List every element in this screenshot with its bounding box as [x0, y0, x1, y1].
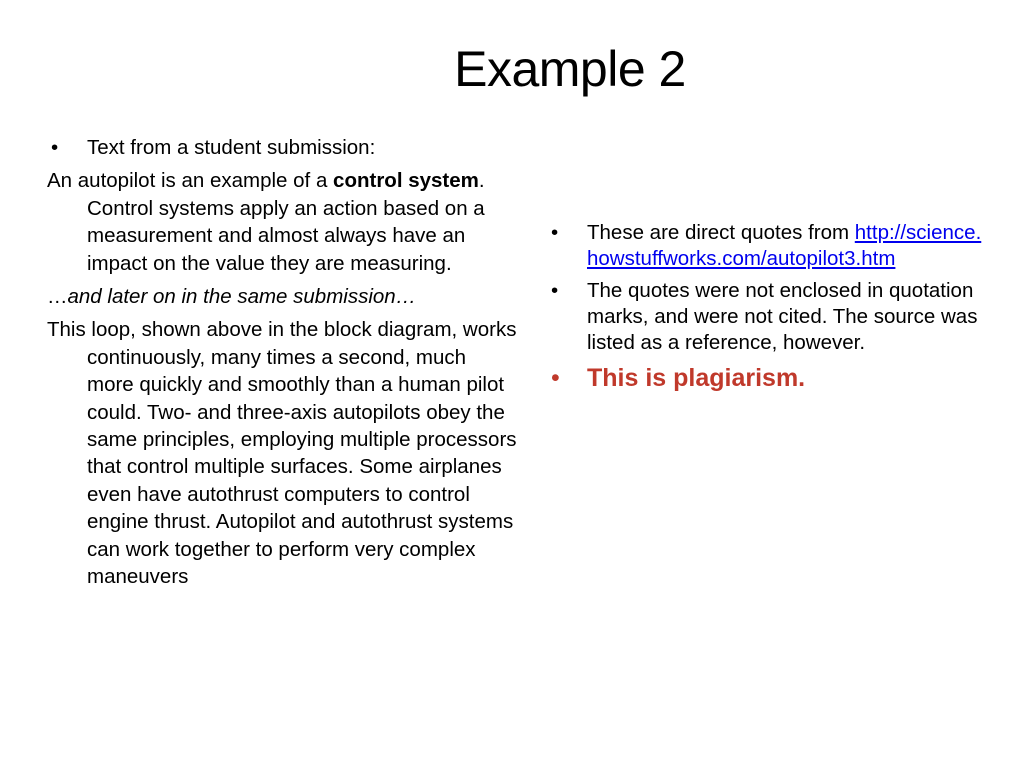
- right-column: [547, 220, 987, 400]
- plagiarism-statement: This is plagiarism.: [587, 364, 806, 392]
- bullet-item: [47, 134, 517, 161]
- bullet-dot: •: [551, 221, 559, 244]
- right-bullet-1-text: These are direct quotes from: [587, 221, 850, 244]
- bullet-text: Text from a student submission:: [87, 136, 376, 159]
- right-bullet-1-body: [587, 220, 987, 272]
- para1-bold: control system: [333, 169, 479, 193]
- right-bullet-2-text: The quotes were not enclosed in quotation marks, and were not cited. The source was listed as a reference, however.: [587, 279, 978, 354]
- ellipsis-line: [47, 283, 517, 310]
- right-bullet-2: [547, 278, 987, 356]
- bullet-dot: •: [551, 364, 560, 392]
- slide-title: Example 2: [454, 41, 686, 97]
- quote-paragraph-2: This loop, shown above in the block diagram, works continuously, many times a second, much more quickly and smoothly than a human pilot could. Two- and three-axis autopilots obey the same principles, employing multiple processors that control multiple surfaces. Some airplanes even have autothrust computers to control engine thrust. Autopilot and autothrust systems can work together to perform very complex maneuvers: [47, 318, 517, 589]
- para1-post: . Control systems apply an action based on a measurement and almost always have an impact on the value they are measuring.: [87, 169, 485, 275]
- quote-paragraph-1: [47, 167, 517, 277]
- left-column: [47, 134, 517, 597]
- ellipsis-lead: …: [47, 285, 68, 309]
- right-bullet-1: [547, 220, 987, 272]
- bullet-dot: •: [551, 279, 559, 302]
- right-bullet-3: [547, 362, 987, 394]
- ellipsis-italic: and later on in the same submission…: [67, 285, 417, 309]
- source-link[interactable]: http://science.howstuffworks.com/autopilot3.htm: [587, 221, 982, 270]
- bullet-dot: •: [51, 136, 59, 159]
- para1-pre: An autopilot is an example of a: [47, 169, 334, 193]
